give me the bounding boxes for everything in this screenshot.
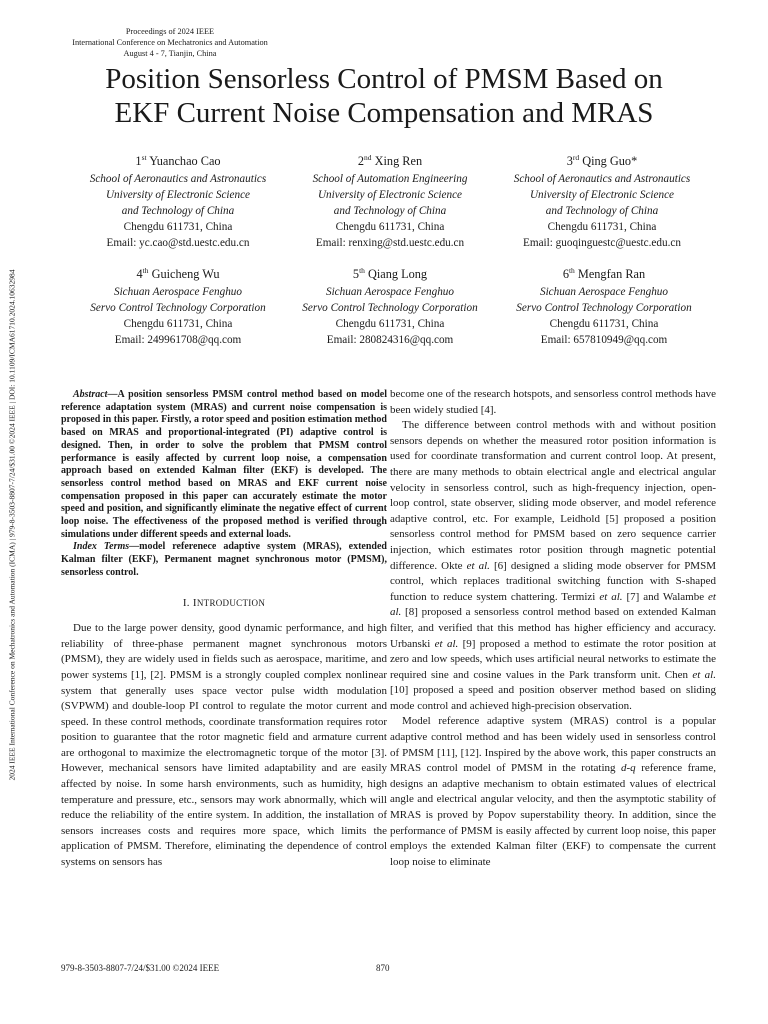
author-email: Email: 249961708@qq.com (114, 334, 242, 346)
left-column (61, 389, 387, 871)
author-order-suffix: th (568, 265, 575, 275)
author-address: Chengdu 611731, China (123, 318, 233, 330)
abstract-label: Abstract (73, 389, 108, 400)
author-block (63, 152, 293, 251)
author-affiliation: School of Aeronautics and Astronautics (513, 173, 691, 185)
author-email: Email: renxing@std.uestc.edu.cn (315, 237, 465, 249)
author-address: Chengdu 611731, China (335, 221, 445, 233)
proceedings-line: International Conference on Mechatronics and Automation (72, 37, 268, 47)
author-order: 3 (566, 154, 573, 168)
page-number: 870 (376, 963, 390, 973)
author-email: Email: 280824316@qq.com (326, 334, 454, 346)
index-terms-label: Index Terms (73, 541, 130, 553)
intro-paragraph: Due to the large power density, good dynamic performance, and high reliability of three-phase permanent magnet synchronous motors (PMSM), they are widely used in fields such as aerospace, maritime, and power systems [1], [2]. PMSM is a strongly coupled complex nonlinear system that generally uses space vector pulse width modulation (SVPWM) and double-loop PI control to regulate the motor current and speed. In these control methods, coordinate transformation requires rotor position to guarantee that the rotor magnetic field and armature current are orthogonal to maximize the electromagnetic torque of the motor [3]. However, mechanical sensors have limited adaptability and are easily affected by noise. In some harsh environments, such as humidity, high temperature and pressure, etc., sensors may work abnormally, which will reduce the reliability of the entire system. In addition, the installation of sensors increases costs and requires more space, which limits the application of PMSM. Therefore, eliminating the dependence of control systems on sensors has (61, 622, 387, 869)
author-email: Email: guoqinguestc@uestc.edu.cn (523, 237, 681, 249)
title-line: EKF Current Noise Compensation and MRAS (114, 97, 654, 129)
index-terms-text: —model referenece adaptive system (MRAS), extended Kalman filter (EKF), Permanent magnet synchronous motor (PMSM), sensorless control. (61, 541, 387, 578)
author-name: Yuanchao Cao (149, 154, 221, 168)
author-name: Guicheng Wu (151, 267, 220, 281)
author-name: Mengfan Ran (577, 267, 646, 281)
author-block (476, 265, 732, 348)
author-order: 4 (136, 267, 143, 281)
author-order: 1 (135, 154, 142, 168)
author-email: Email: yc.cao@std.uestc.edu.cn (106, 237, 250, 249)
author-affiliation: and Technology of China (121, 205, 235, 217)
abstract-text: —A position sensorless PMSM control method based on model reference adaptation system (MRAS) and current noise compensation is proposed in this paper. Firstly, a rotor speed and position estimation method based on MRAS and proportional-integrated (PI) adaptive control is designed. Then, in order to solve the problem that PMSM control performance is easily affected by current loop noise, a compensation approach based on extended Kalman filter (EKF) is developed. The sensorless control method based on MRAS and EKF current noise compensation proposed in this paper can accurately estimate the motor speed and position, and significantly eliminate the negative effect of current loop noise. The effectiveness of the proposed method is verified through simulations under different speeds and external loads. (61, 389, 387, 540)
author-order-suffix: th (142, 265, 149, 275)
author-affiliation: Sichuan Aerospace Fenghuo (113, 286, 242, 298)
author-affiliation: Servo Control Technology Corporation (90, 302, 266, 314)
author-affiliation: School of Automation Engineering (312, 173, 468, 185)
proceedings-line: Proceedings of 2024 IEEE (125, 27, 215, 36)
author-name: Qing Guo* (582, 154, 638, 168)
author-affiliation: Servo Control Technology Corporation (302, 302, 478, 314)
author-block (487, 152, 717, 251)
author-order-suffix: nd (364, 152, 372, 162)
author-address: Chengdu 611731, China (549, 318, 659, 330)
author-order: 5 (352, 267, 360, 281)
author-affiliation: University of Electronic Science (529, 189, 675, 201)
author-affiliation: and Technology of China (333, 205, 447, 217)
author-order-suffix: st (141, 152, 147, 162)
author-block (63, 265, 293, 348)
body-paragraph: The difference between control methods with and without position sensors depends on whether the measured rotor position information is used for coordinate transformation and current control loop. At present, there are many methods to obtain electrical angle and electrical angular velocity in sensorless control, such as high-frequency injection, open-loop control, state observer, sliding mode observer, and model reference adaptive control, etc. For example, Leidhold [5] proposed a position sensorless control method for PMSM based on zero sequence carrier injection, which estimates rotor position through magnetic potential difference. Okte et al. [6] designed a sliding mode observer for PMSM control, which replaces traditional switching function with S-shaped function to reduce system chattering. Termizi et al. [7] and Walambe et al. [8] proposed a sensorless control method based on extended Kalman filter, and verified that this method has higher efficiency and accuracy. Urbanski et al. [9] proposed a method to estimate the rotor position at zero and low speeds, which uses artificial neural networks to estimate the required sine and cosine values in the Park transform unit. Chen et al. [10] proposed a speed and position observer method based on sliding mode control and achieved high-precision observation. (390, 419, 717, 712)
author-affiliation: Servo Control Technology Corporation (516, 302, 692, 314)
author-order-suffix: rd (572, 152, 580, 162)
author-email: Email: 657810949@qq.com (540, 334, 668, 346)
author-affiliation: Sichuan Aerospace Fenghuo (325, 286, 454, 298)
author-address: Chengdu 611731, China (335, 318, 445, 330)
author-name: Qiang Long (367, 267, 428, 281)
author-block (275, 152, 505, 251)
proceedings-line: August 4 - 7, Tianjin, China (123, 48, 217, 58)
author-affiliation: Sichuan Aerospace Fenghuo (539, 286, 668, 298)
body-paragraph: Model reference adaptive system (MRAS) control is a popular adaptive control method and has been widely used in sensorless control of PMSM [11], [12]. Inspired by the above work, this paper constructs an MRAS control model of PMSM in the rotating d-q reference frame, designs an adaptive mechanism to obtain estimated values of electrical angle and electrical angular velocity, and then the asymptotic stability of MRAS is proved by Popov superstability theory. In addition, since the performance of PMSM is easily affected by current loop noise, this paper employs the extended Kalman filter (EKF) to compensate the current loop noise to eliminate (390, 715, 716, 868)
section-heading: I. INTRODUCTION (182, 596, 266, 609)
author-order: 2 (357, 154, 365, 168)
author-order-suffix: th (359, 265, 365, 275)
right-column (390, 387, 716, 870)
title-line: Position Sensorless Control of PMSM Based on (105, 63, 663, 95)
author-affiliation: University of Electronic Science (105, 189, 251, 201)
author-affiliation: and Technology of China (545, 205, 659, 217)
body-paragraph: become one of the research hotspots, and sensorless control methods have been widely studied [4]. (390, 388, 716, 416)
paper-title (20, 62, 748, 130)
author-address: Chengdu 611731, China (547, 221, 657, 233)
side-doi-text: 2024 IEEE International Conference on Mechatronics and Automation (ICMA) | 979-8-3503-8807-7/24/$31.00 ©2024 IEEE | DOI: 10.1109/ICMA61710.2024.10632984 (7, 269, 17, 781)
footer-copyright: 979-8-3503-8807-7/24/$31.00 ©2024 IEEE (61, 963, 220, 973)
proceedings-header (50, 27, 290, 59)
author-address: Chengdu 611731, China (123, 221, 233, 233)
author-affiliation: School of Aeronautics and Astronautics (89, 173, 267, 185)
author-affiliation: University of Electronic Science (317, 189, 463, 201)
abstract (61, 389, 387, 580)
side-doi-strip (2, 155, 22, 895)
author-name: Xing Ren (374, 154, 423, 168)
author-order: 6 (562, 267, 569, 281)
